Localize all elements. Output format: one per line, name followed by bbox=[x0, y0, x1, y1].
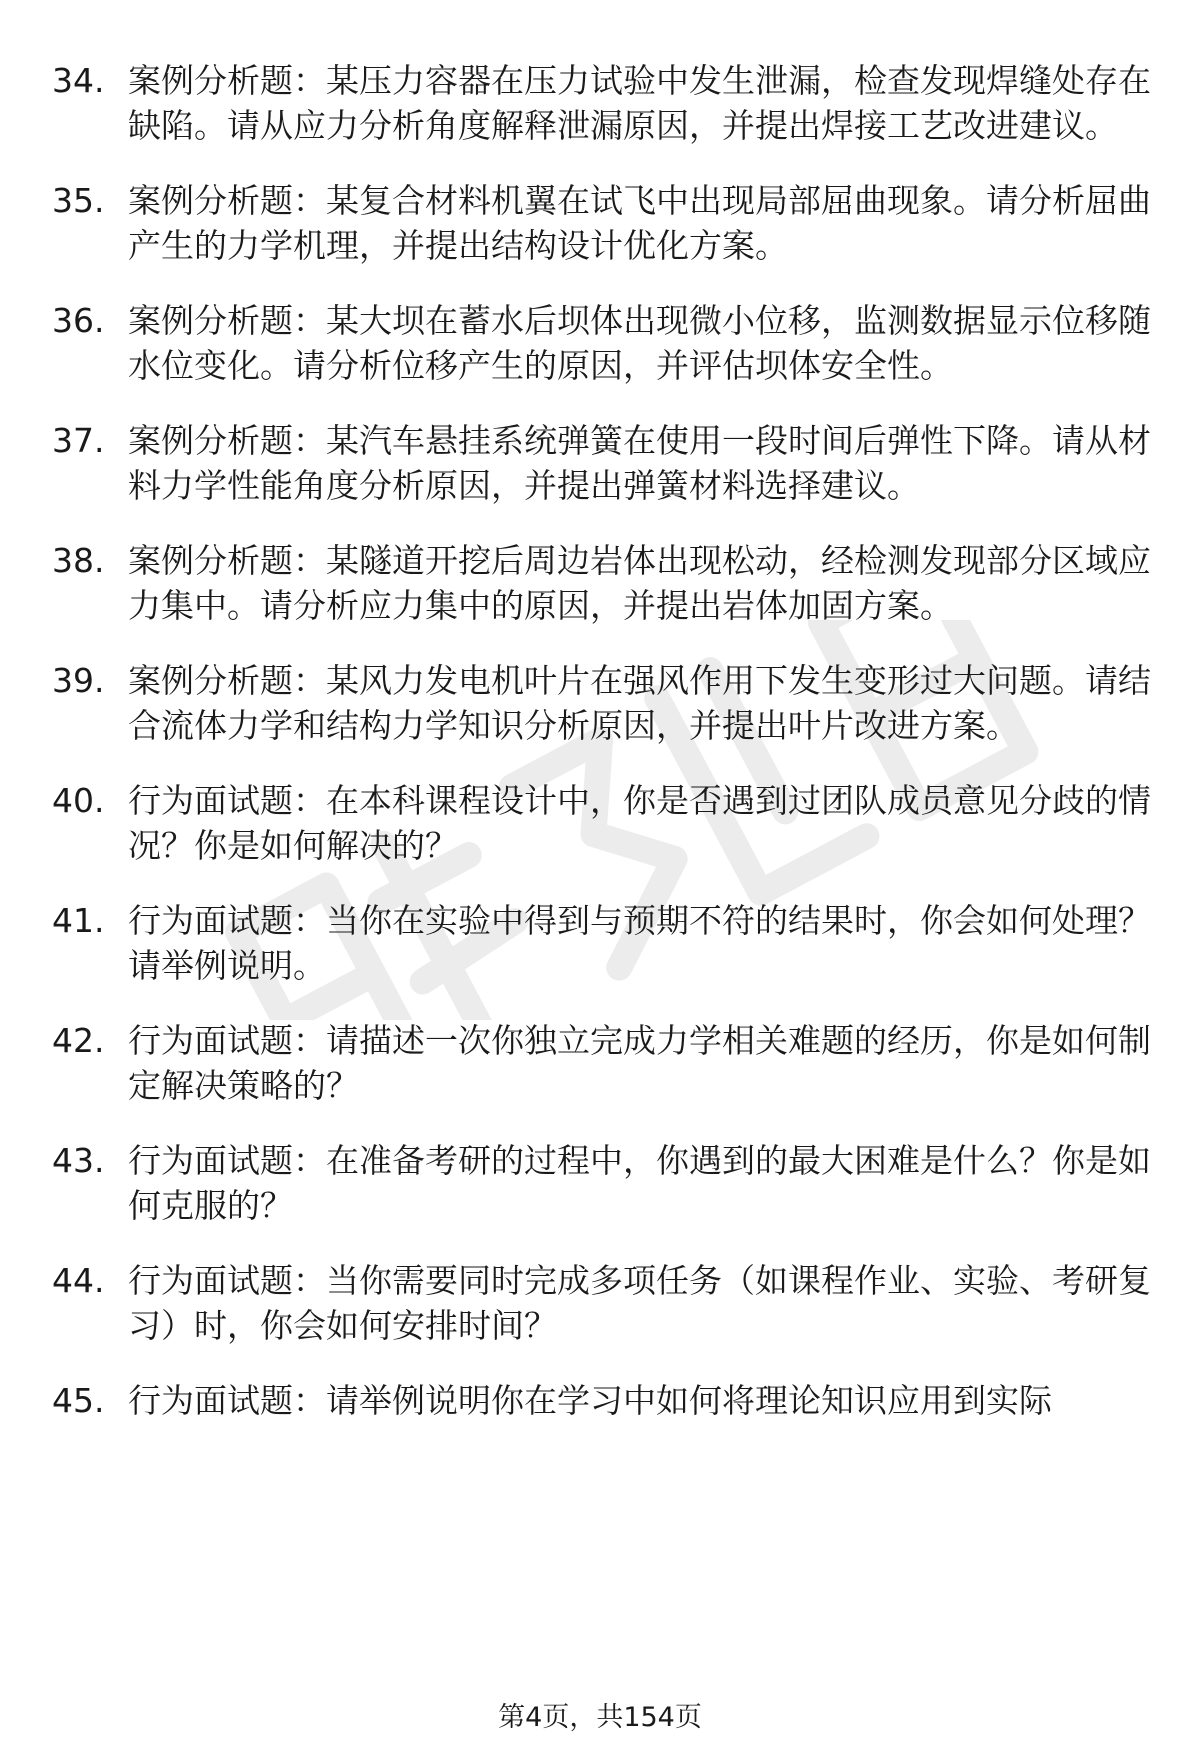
question-item bbox=[52, 58, 1152, 148]
question-number: 42. bbox=[52, 1021, 105, 1060]
question-number: 43. bbox=[52, 1141, 105, 1180]
question-item bbox=[52, 1018, 1152, 1108]
question-number: 41. bbox=[52, 901, 105, 940]
question-text: 行为面试题：当你在实验中得到与预期不符的结果时，你会如何处理？请举例说明。 bbox=[128, 901, 1151, 985]
question-item bbox=[52, 778, 1152, 868]
question-text: 行为面试题：在准备考研的过程中，你遇到的最大困难是什么？你是如何克服的？ bbox=[128, 1141, 1151, 1225]
question-text: 案例分析题：某大坝在蓄水后坝体出现微小位移，监测数据显示位移随水位变化。请分析位移产生的原因，并评估坝体安全性。 bbox=[128, 301, 1151, 385]
question-text: 案例分析题：某压力容器在压力试验中发生泄漏，检查发现焊缝处存在缺陷。请从应力分析角度解释泄漏原因，并提出焊接工艺改进建议。 bbox=[128, 61, 1151, 145]
page-number-label: 第4页，共154页 bbox=[498, 1702, 702, 1733]
question-text: 案例分析题：某隧道开挖后周边岩体出现松动，经检测发现部分区域应力集中。请分析应力集中的原因，并提出岩体加固方案。 bbox=[128, 541, 1151, 625]
question-text: 案例分析题：某风力发电机叶片在强风作用下发生变形过大问题。请结合流体力学和结构力学知识分析原因，并提出叶片改进方案。 bbox=[128, 661, 1151, 745]
question-item bbox=[52, 1138, 1152, 1228]
question-item bbox=[52, 658, 1152, 748]
question-list bbox=[52, 58, 1152, 1453]
question-text: 案例分析题：某汽车悬挂系统弹簧在使用一段时间后弹性下降。请从材料力学性能角度分析原因，并提出弹簧材料选择建议。 bbox=[128, 421, 1151, 505]
question-item bbox=[52, 1258, 1152, 1348]
question-number: 35. bbox=[52, 181, 105, 220]
question-number: 45. bbox=[52, 1381, 105, 1420]
question-item bbox=[52, 418, 1152, 508]
question-number: 40. bbox=[52, 781, 105, 820]
question-item bbox=[52, 298, 1152, 388]
page-footer bbox=[0, 1700, 1200, 1736]
question-text: 行为面试题：在本科课程设计中，你是否遇到过团队成员意见分歧的情况？你是如何解决的？ bbox=[128, 781, 1151, 865]
question-number: 38. bbox=[52, 541, 105, 580]
question-number: 39. bbox=[52, 661, 105, 700]
question-number: 34. bbox=[52, 61, 105, 100]
question-item bbox=[52, 178, 1152, 268]
question-number: 44. bbox=[52, 1261, 105, 1300]
question-text: 行为面试题：请描述一次你独立完成力学相关难题的经历，你是如何制定解决策略的？ bbox=[128, 1021, 1151, 1105]
question-text: 行为面试题：当你需要同时完成多项任务（如课程作业、实验、考研复习）时，你会如何安排时间？ bbox=[128, 1261, 1151, 1345]
question-item bbox=[52, 898, 1152, 988]
question-item bbox=[52, 538, 1152, 628]
question-text: 行为面试题：请举例说明你在学习中如何将理论知识应用到实际 bbox=[128, 1381, 1052, 1420]
question-number: 36. bbox=[52, 301, 105, 340]
question-item bbox=[52, 1378, 1152, 1423]
question-text: 案例分析题：某复合材料机翼在试飞中出现局部屈曲现象。请分析屈曲产生的力学机理，并提出结构设计优化方案。 bbox=[128, 181, 1151, 265]
question-number: 37. bbox=[52, 421, 105, 460]
